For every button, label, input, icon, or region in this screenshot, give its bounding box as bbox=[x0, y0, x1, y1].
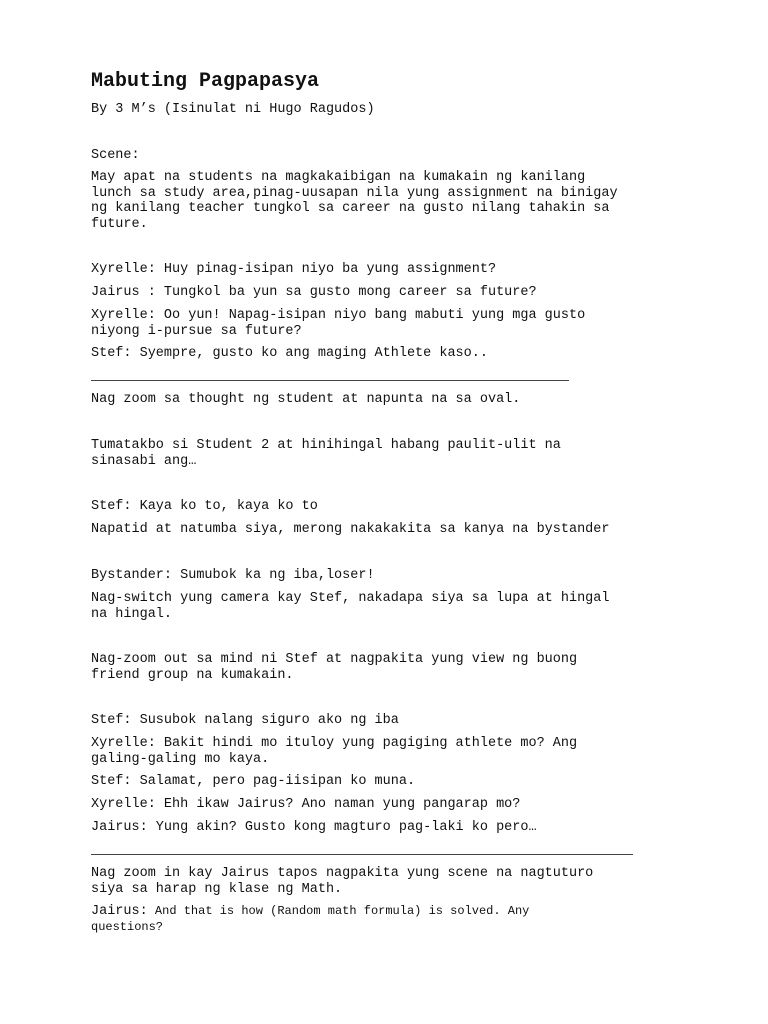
dialogue-line: Stef: Salamat, pero pag-iisipan ko muna. bbox=[91, 774, 416, 789]
scene-direction: Nag-zoom out sa mind ni Stef at nagpakita yung view ng buong friend group na kumakain. bbox=[91, 652, 578, 683]
scene-direction: Tumatakbo si Student 2 at hinihingal habang paulit-ulit na sinasabi ang… bbox=[91, 438, 561, 469]
dialogue-line: Bystander: Sumubok ka ng iba,loser! bbox=[91, 568, 375, 583]
scene-label: Scene: bbox=[91, 148, 140, 163]
dialogue-text: And that is how (Random math formula) is solved. Any questions? bbox=[91, 904, 530, 934]
section-divider bbox=[91, 854, 633, 855]
dialogue-line: Jairus : Tungkol ba yun sa gusto mong career sa future? bbox=[91, 285, 537, 300]
scene-direction: Napatid at natumba siya, merong nakakakita sa kanya na bystander bbox=[91, 522, 610, 537]
section-divider bbox=[91, 380, 569, 381]
byline: By 3 M’s (Isinulat ni Hugo Ragudos) bbox=[91, 102, 375, 117]
document-title: Mabuting Pagpapasya bbox=[91, 70, 320, 93]
dialogue-line: Xyrelle: Huy pinag-isipan niyo ba yung assignment? bbox=[91, 262, 497, 277]
scene-description: May apat na students na magkakaibigan na kumakain ng kanilang lunch sa study area,pinag-uusapan nila yung assignment na binigay ng kanilang teacher tungkol sa career na gusto nilang tahakin sa future. bbox=[91, 170, 618, 232]
dialogue-line: Stef: Kaya ko to, kaya ko to bbox=[91, 499, 318, 514]
dialogue-line: Xyrelle: Bakit hindi mo ituloy yung pagiging athlete mo? Ang galing-galing mo kaya. bbox=[91, 736, 578, 767]
final-dialogue-line bbox=[91, 904, 529, 935]
scene-direction: Nag-switch yung camera kay Stef, nakadapa siya sa lupa at hingal na hingal. bbox=[91, 591, 610, 622]
scene-direction: Nag zoom sa thought ng student at napunta na sa oval. bbox=[91, 392, 521, 407]
dialogue-line: Xyrelle: Ehh ikaw Jairus? Ano naman yung pangarap mo? bbox=[91, 797, 521, 812]
dialogue-line: Xyrelle: Oo yun! Napag-isipan niyo bang mabuti yung mga gusto niyong i-pursue sa future? bbox=[91, 308, 586, 339]
dialogue-line: Jairus: Yung akin? Gusto kong magturo pag-laki ko pero… bbox=[91, 820, 537, 835]
dialogue-line: Stef: Susubok nalang siguro ako ng iba bbox=[91, 713, 399, 728]
dialogue-line: Stef: Syempre, gusto ko ang maging Athlete kaso.. bbox=[91, 346, 488, 361]
speaker-name: Jairus: bbox=[91, 904, 148, 919]
scene-direction: Nag zoom in kay Jairus tapos nagpakita yung scene na nagtuturo siya sa harap ng klase ng Math. bbox=[91, 866, 594, 897]
